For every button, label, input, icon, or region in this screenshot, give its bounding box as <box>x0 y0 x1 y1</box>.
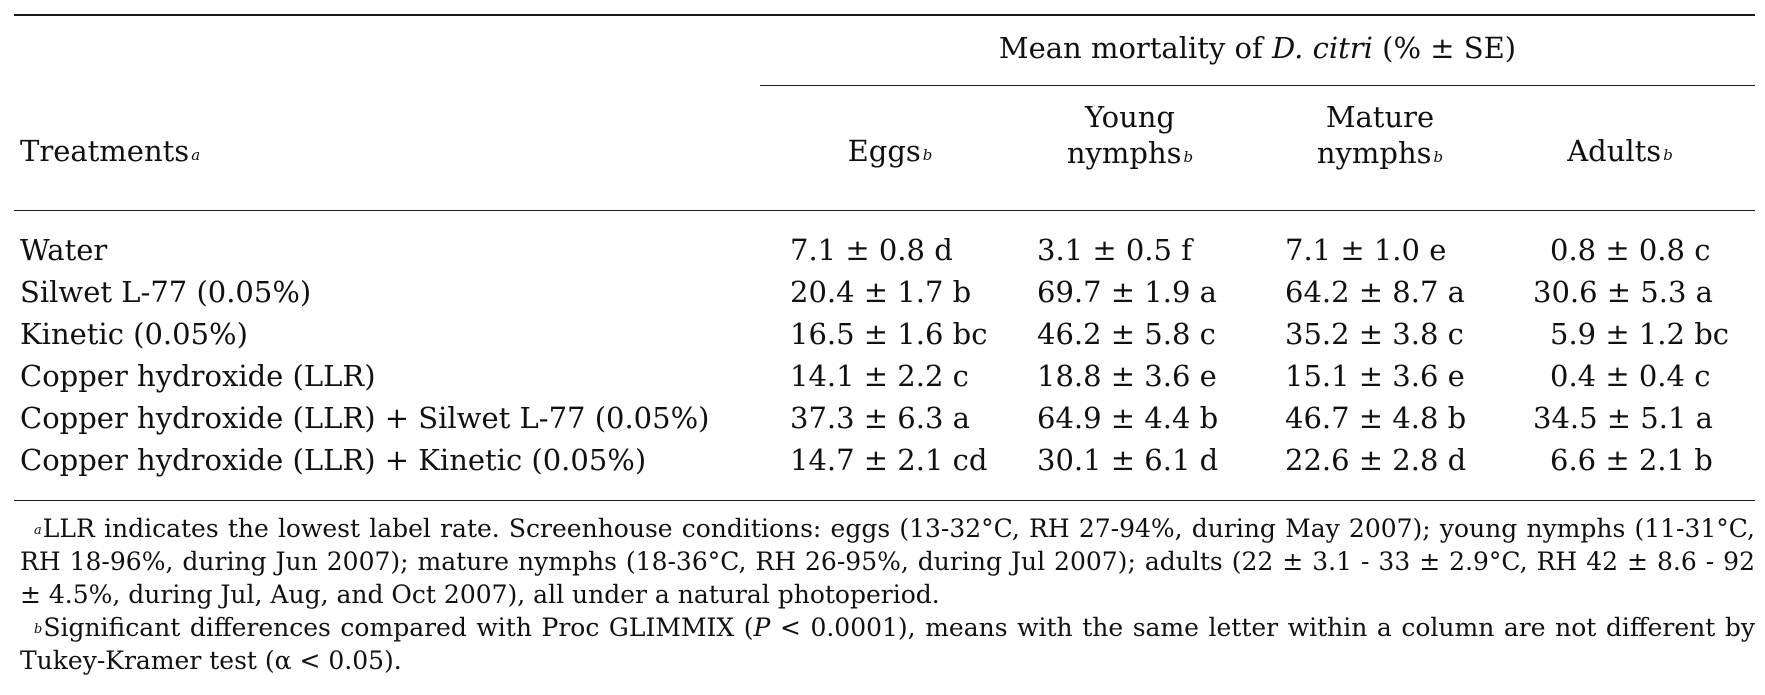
group-header <box>760 30 1755 66</box>
column-header-young-nymphs <box>1030 99 1230 171</box>
treatment-cell: Copper hydroxide (LLR) + Silwet L-77 (0.05%) <box>20 401 710 435</box>
table-row <box>0 355 1765 397</box>
mature-nymphs-cell: 64.2 ± 8.7 a <box>1285 275 1465 309</box>
treatment-cell: Silwet L-77 (0.05%) <box>20 275 312 309</box>
eggs-cell: 14.1 ± 2.2 c <box>790 359 969 393</box>
eggs-cell: 14.7 ± 2.1 cd <box>790 443 988 477</box>
footnote-b-p-symbol: P <box>753 613 771 642</box>
column-header-eggs <box>790 133 990 169</box>
mature-nymphs-cell: 22.6 ± 2.8 d <box>1285 443 1467 477</box>
young-nymphs-cell: 46.2 ± 5.8 c <box>1037 317 1216 351</box>
young-nymphs-cell: 64.9 ± 4.4 b <box>1037 401 1219 435</box>
group-header-suffix: (% ± SE) <box>1372 31 1517 65</box>
young-nymphs-cell: 30.1 ± 6.1 d <box>1037 443 1219 477</box>
header-rule <box>14 210 1755 211</box>
eggs-cell: 16.5 ± 1.6 bc <box>790 317 988 351</box>
treatment-cell: Copper hydroxide (LLR) + Kinetic (0.05%) <box>20 443 647 477</box>
eggs-cell: 20.4 ± 1.7 b <box>790 275 972 309</box>
column-header-line1: Young <box>1084 100 1175 134</box>
footnote-marker: b <box>1433 148 1444 166</box>
footnote-marker: b <box>922 146 933 164</box>
mature-nymphs-cell: 35.2 ± 3.8 c <box>1285 317 1464 351</box>
footnote-b <box>20 611 1755 677</box>
adults-cell: 30.6 ± 5.3 a <box>1533 275 1713 309</box>
adults-cell: 5.9 ± 1.2 bc <box>1550 317 1729 351</box>
footnote-b-text-pre: Significant differences compared with Proc GLIMMIX ( <box>43 613 754 642</box>
eggs-cell: 37.3 ± 6.3 a <box>790 401 970 435</box>
column-header-label: Adults <box>1567 134 1662 168</box>
table-footnotes <box>20 512 1755 677</box>
group-span-rule <box>760 85 1755 86</box>
adults-cell: 0.4 ± 0.4 c <box>1550 359 1711 393</box>
footnote-a-text: LLR indicates the lowest label rate. Screenhouse conditions: eggs (13-32°C, RH 27-94%, during May 2007); young nymphs (11-31°C, RH 18-96%, during Jun 2007); mature nymphs (18-36°C, RH 26-95%, during Jul 2007); adults (22 ± 3.1 - 33 ± 2.9°C, RH 42 ± 8.6 - 92 ± 4.5%, during Jul, Aug, and Oct 2007), all under a natural photoperiod. <box>20 514 1755 609</box>
young-nymphs-cell: 3.1 ± 0.5 f <box>1037 233 1192 267</box>
column-header-adults <box>1520 133 1720 169</box>
column-header-label: Eggs <box>847 134 921 168</box>
footnote-marker: b <box>1183 148 1194 166</box>
table-row <box>0 271 1765 313</box>
footnote-marker: b <box>1663 146 1673 164</box>
treatment-cell: Copper hydroxide (LLR) <box>20 359 376 393</box>
eggs-cell: 7.1 ± 0.8 d <box>790 233 953 267</box>
footnote-a <box>20 512 1755 611</box>
column-header-line1: Mature <box>1325 100 1435 134</box>
table-row <box>0 397 1765 439</box>
mature-nymphs-cell: 7.1 ± 1.0 e <box>1285 233 1447 267</box>
column-header-line2: nymphs <box>1066 136 1182 170</box>
adults-cell: 6.6 ± 2.1 b <box>1550 443 1713 477</box>
bottom-rule <box>14 500 1755 501</box>
group-header-prefix: Mean mortality of <box>998 31 1272 65</box>
young-nymphs-cell: 18.8 ± 3.6 e <box>1037 359 1217 393</box>
column-header-label: Treatments <box>20 134 190 168</box>
table-row <box>0 439 1765 481</box>
mature-nymphs-cell: 15.1 ± 3.6 e <box>1285 359 1465 393</box>
adults-cell: 0.8 ± 0.8 c <box>1550 233 1711 267</box>
treatment-cell: Water <box>20 233 108 267</box>
footnote-marker: a <box>34 523 42 538</box>
adults-cell: 34.5 ± 5.1 a <box>1533 401 1713 435</box>
group-header-species: D. citri <box>1271 31 1373 65</box>
column-header-treatments <box>20 133 200 169</box>
footnote-marker: b <box>34 622 43 637</box>
young-nymphs-cell: 69.7 ± 1.9 a <box>1037 275 1217 309</box>
footnote-marker: a <box>191 146 201 164</box>
treatment-cell: Kinetic (0.05%) <box>20 317 248 351</box>
column-header-line2: nymphs <box>1316 136 1432 170</box>
mature-nymphs-cell: 46.7 ± 4.8 b <box>1285 401 1467 435</box>
column-header-mature-nymphs <box>1280 99 1480 171</box>
table-row <box>0 229 1765 271</box>
footnote-b-text-post: < 0.0001), means with the same letter within a column are not different by Tukey-Kramer test (α < 0.05). <box>20 613 1755 675</box>
table-row <box>0 313 1765 355</box>
top-rule <box>14 14 1755 16</box>
